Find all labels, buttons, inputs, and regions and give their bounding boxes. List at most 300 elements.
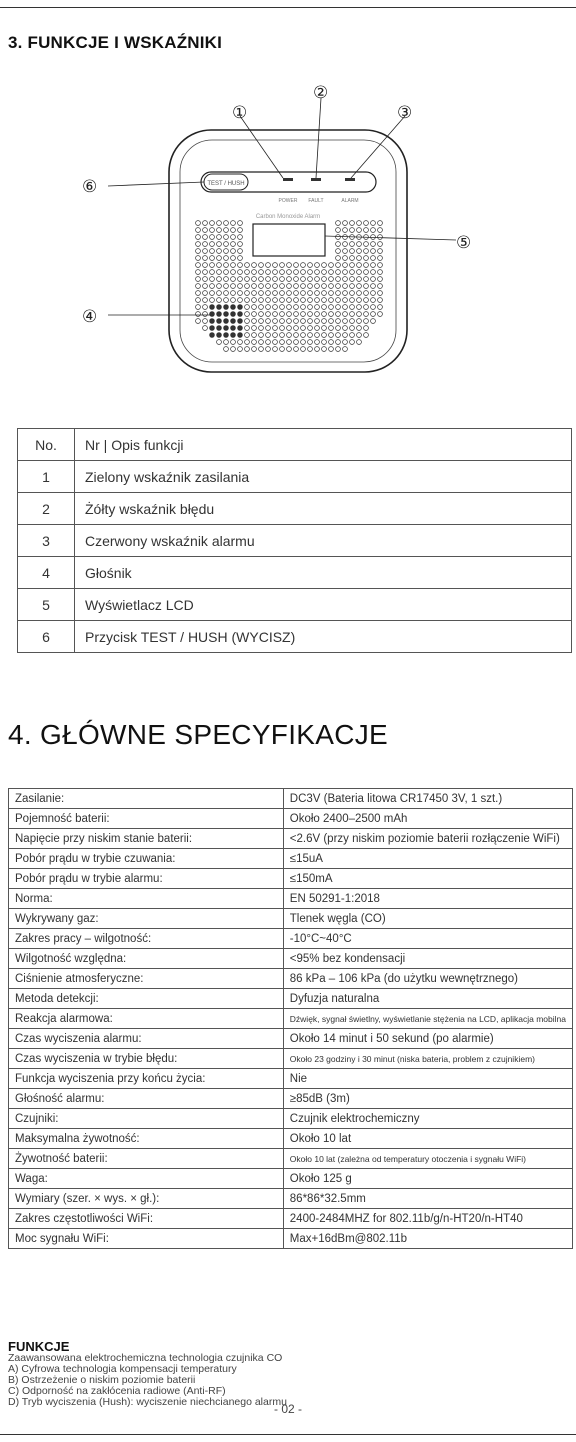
speaker-hole — [301, 326, 306, 331]
speaker-hole — [378, 228, 383, 233]
speaker-hole — [210, 319, 215, 324]
table-cell: <2.6V (przy niskim poziomie baterii rozłączenie WiFi) — [283, 829, 572, 849]
table-cell: Czujniki: — [9, 1109, 284, 1129]
speaker-hole — [294, 291, 299, 296]
speaker-hole — [357, 340, 362, 345]
speaker-hole — [217, 270, 222, 275]
speaker-hole — [357, 228, 362, 233]
table-cell: Około 10 lat — [283, 1129, 572, 1149]
speaker-hole — [280, 291, 285, 296]
speaker-hole — [378, 312, 383, 317]
table-cell: ≤15uA — [283, 849, 572, 869]
speaker-hole — [231, 256, 236, 261]
table-cell: Waga: — [9, 1169, 284, 1189]
spec-row — [9, 1169, 573, 1189]
speaker-hole — [308, 340, 313, 345]
speaker-hole — [378, 256, 383, 261]
speaker-hole — [371, 312, 376, 317]
speaker-hole — [315, 312, 320, 317]
speaker-hole — [329, 298, 334, 303]
table-cell: Max+16dBm@802.11b — [283, 1229, 572, 1249]
speaker-hole — [210, 305, 215, 310]
speaker-hole — [224, 242, 229, 247]
speaker-hole — [343, 270, 348, 275]
speaker-hole — [287, 340, 292, 345]
speaker-hole — [203, 326, 208, 331]
speaker-hole — [224, 228, 229, 233]
speaker-hole — [322, 270, 327, 275]
speaker-hole — [322, 319, 327, 324]
table-cell: Około 14 minut i 50 sekund (po alarmie) — [283, 1029, 572, 1049]
speaker-hole — [371, 221, 376, 226]
fault-led — [311, 178, 321, 181]
speaker-hole — [196, 291, 201, 296]
speaker-hole — [364, 305, 369, 310]
speaker-hole — [343, 319, 348, 324]
speaker-hole — [217, 305, 222, 310]
table-cell: Tlenek węgla (CO) — [283, 909, 572, 929]
speaker-hole — [273, 291, 278, 296]
table-cell: Zasilanie: — [9, 789, 284, 809]
table-cell: Wykrywany gaz: — [9, 909, 284, 929]
functions-list-title: FUNKCJE — [8, 1339, 70, 1354]
speaker-hole — [343, 340, 348, 345]
speaker-hole — [294, 326, 299, 331]
speaker-hole — [238, 277, 243, 282]
speaker-hole — [287, 298, 292, 303]
speaker-hole — [287, 347, 292, 352]
speaker-hole — [238, 333, 243, 338]
speaker-hole — [350, 228, 355, 233]
speaker-hole — [217, 284, 222, 289]
speaker-hole — [224, 319, 229, 324]
speaker-hole — [252, 270, 257, 275]
speaker-hole — [343, 228, 348, 233]
speaker-hole — [273, 340, 278, 345]
speaker-hole — [301, 270, 306, 275]
callout-4: ④ — [82, 307, 98, 327]
speaker-hole — [308, 263, 313, 268]
speaker-hole — [336, 242, 341, 247]
table-cell: -10°C~40°C — [283, 929, 572, 949]
speaker-hole — [343, 291, 348, 296]
led-power-label: POWER — [278, 198, 298, 204]
table-cell: Funkcja wyciszenia przy końcu życia: — [9, 1069, 284, 1089]
speaker-hole — [378, 291, 383, 296]
speaker-hole — [273, 333, 278, 338]
table-cell: Zakres pracy – wilgotność: — [9, 929, 284, 949]
speaker-hole — [357, 249, 362, 254]
speaker-hole — [378, 284, 383, 289]
speaker-hole — [294, 333, 299, 338]
speaker-hole — [315, 270, 320, 275]
speaker-hole — [336, 270, 341, 275]
speaker-hole — [231, 291, 236, 296]
speaker-hole — [378, 263, 383, 268]
table-cell: Czerwony wskaźnik alarmu — [75, 525, 572, 557]
speaker-hole — [287, 263, 292, 268]
speaker-hole — [350, 305, 355, 310]
speaker-hole — [336, 340, 341, 345]
speaker-hole — [287, 284, 292, 289]
speaker-hole — [217, 340, 222, 345]
spec-row — [9, 969, 573, 989]
speaker-hole — [210, 249, 215, 254]
speaker-hole — [231, 221, 236, 226]
speaker-hole — [287, 277, 292, 282]
speaker-hole — [203, 242, 208, 247]
speaker-hole — [315, 284, 320, 289]
spec-row — [9, 849, 573, 869]
speaker-hole — [210, 221, 215, 226]
speaker-hole — [329, 305, 334, 310]
speaker-hole — [350, 319, 355, 324]
speaker-hole — [231, 228, 236, 233]
speaker-hole — [280, 284, 285, 289]
speaker-hole — [294, 263, 299, 268]
speaker-hole — [364, 249, 369, 254]
callout-5: ⑤ — [456, 233, 472, 253]
speaker-hole — [315, 340, 320, 345]
speaker-hole — [203, 305, 208, 310]
speaker-hole — [364, 291, 369, 296]
speaker-hole — [245, 319, 250, 324]
speaker-hole — [217, 221, 222, 226]
speaker-hole — [217, 277, 222, 282]
speaker-hole — [238, 284, 243, 289]
table-cell: 5 — [18, 589, 75, 621]
speaker-hole — [238, 221, 243, 226]
speaker-hole — [231, 298, 236, 303]
speaker-hole — [308, 326, 313, 331]
table-cell: Dźwięk, sygnał świetlny, wyświetlanie stężenia na LCD, aplikacja mobilna — [283, 1009, 572, 1029]
speaker-hole — [245, 270, 250, 275]
table-row — [18, 525, 572, 557]
table-cell: Reakcja alarmowa: — [9, 1009, 284, 1029]
speaker-hole — [364, 284, 369, 289]
speaker-hole — [238, 235, 243, 240]
callout-1: ① — [232, 103, 248, 123]
speaker-hole — [224, 291, 229, 296]
speaker-hole — [315, 333, 320, 338]
speaker-hole — [315, 305, 320, 310]
speaker-hole — [336, 228, 341, 233]
speaker-hole — [350, 333, 355, 338]
table-row — [18, 493, 572, 525]
speaker-hole — [357, 270, 362, 275]
speaker-hole — [364, 228, 369, 233]
speaker-hole — [357, 291, 362, 296]
speaker-hole — [350, 221, 355, 226]
speaker-hole — [203, 270, 208, 275]
speaker-hole — [238, 298, 243, 303]
table-cell: ≥85dB (3m) — [283, 1089, 572, 1109]
speaker-hole — [273, 277, 278, 282]
speaker-hole — [329, 270, 334, 275]
speaker-hole — [224, 284, 229, 289]
speaker-hole — [336, 319, 341, 324]
speaker-hole — [378, 277, 383, 282]
speaker-hole — [196, 249, 201, 254]
speaker-hole — [245, 340, 250, 345]
table-cell: Napięcie przy niskim stanie baterii: — [9, 829, 284, 849]
speaker-hole — [371, 291, 376, 296]
speaker-hole — [364, 326, 369, 331]
speaker-hole — [259, 270, 264, 275]
speaker-hole — [350, 249, 355, 254]
speaker-hole — [371, 270, 376, 275]
table-cell: <95% bez kondensacji — [283, 949, 572, 969]
speaker-hole — [301, 277, 306, 282]
speaker-hole — [280, 326, 285, 331]
speaker-hole — [322, 263, 327, 268]
speaker-hole — [336, 326, 341, 331]
speaker-hole — [252, 326, 257, 331]
speaker-hole — [322, 291, 327, 296]
speaker-hole — [322, 312, 327, 317]
speaker-hole — [343, 326, 348, 331]
speaker-hole — [364, 242, 369, 247]
functions-line: Zaawansowana elektrochemiczna technologia czujnika CO — [8, 1352, 283, 1364]
speaker-hole — [217, 242, 222, 247]
speaker-hole — [357, 256, 362, 261]
speaker-hole — [203, 298, 208, 303]
speaker-hole — [280, 298, 285, 303]
speaker-hole — [329, 284, 334, 289]
speaker-hole — [336, 256, 341, 261]
speaker-hole — [245, 291, 250, 296]
speaker-hole — [259, 291, 264, 296]
speaker-hole — [301, 291, 306, 296]
speaker-hole — [343, 284, 348, 289]
table-cell: Około 10 lat (zależna od temperatury otoczenia i sygnału WiFi) — [283, 1149, 572, 1169]
speaker-hole — [231, 312, 236, 317]
speaker-hole — [371, 249, 376, 254]
speaker-hole — [217, 249, 222, 254]
speaker-hole — [273, 298, 278, 303]
speaker-hole — [252, 347, 257, 352]
spec-row — [9, 1029, 573, 1049]
speaker-hole — [357, 305, 362, 310]
speaker-hole — [364, 298, 369, 303]
speaker-hole — [273, 312, 278, 317]
table-cell: Moc sygnału WiFi: — [9, 1229, 284, 1249]
spec-row — [9, 909, 573, 929]
spec-row — [9, 1229, 573, 1249]
speaker-hole — [238, 228, 243, 233]
speaker-hole — [280, 340, 285, 345]
table-row — [18, 621, 572, 653]
speaker-hole — [371, 298, 376, 303]
table-cell: Około 2400–2500 mAh — [283, 809, 572, 829]
speaker-hole — [378, 305, 383, 310]
spec-row — [9, 949, 573, 969]
speaker-hole — [371, 228, 376, 233]
speaker-hole — [371, 305, 376, 310]
speaker-hole — [203, 249, 208, 254]
speaker-hole — [266, 277, 271, 282]
speaker-hole — [217, 298, 222, 303]
speaker-hole — [196, 270, 201, 275]
speaker-hole — [350, 242, 355, 247]
speaker-hole — [231, 333, 236, 338]
speaker-hole — [252, 312, 257, 317]
speaker-hole — [336, 291, 341, 296]
table-cell: Dyfuzja naturalna — [283, 989, 572, 1009]
speaker-hole — [378, 221, 383, 226]
speaker-hole — [196, 228, 201, 233]
speaker-hole — [350, 340, 355, 345]
speaker-hole — [301, 319, 306, 324]
speaker-hole — [203, 263, 208, 268]
spec-row — [9, 1149, 573, 1169]
speaker-hole — [308, 291, 313, 296]
speaker-hole — [224, 312, 229, 317]
speaker-hole — [336, 235, 341, 240]
speaker-hole — [266, 270, 271, 275]
speaker-hole — [329, 340, 334, 345]
speaker-hole — [203, 284, 208, 289]
speaker-hole — [196, 256, 201, 261]
speaker-hole — [196, 284, 201, 289]
speaker-hole — [238, 242, 243, 247]
speaker-hole — [308, 333, 313, 338]
speaker-hole — [287, 270, 292, 275]
speaker-hole — [301, 333, 306, 338]
table-cell: Głośnik — [75, 557, 572, 589]
speaker-hole — [210, 291, 215, 296]
speaker-hole — [196, 312, 201, 317]
spec-row — [9, 1189, 573, 1209]
speaker-hole — [294, 340, 299, 345]
speaker-hole — [217, 235, 222, 240]
speaker-hole — [203, 256, 208, 261]
speaker-hole — [357, 319, 362, 324]
speaker-hole — [259, 347, 264, 352]
speaker-hole — [280, 270, 285, 275]
functions-list — [8, 1340, 287, 1408]
table-cell: Pojemność baterii: — [9, 809, 284, 829]
speaker-hole — [273, 263, 278, 268]
speaker-hole — [336, 263, 341, 268]
speaker-hole — [322, 305, 327, 310]
speaker-hole — [196, 242, 201, 247]
speaker-hole — [315, 298, 320, 303]
speaker-hole — [280, 312, 285, 317]
speaker-hole — [273, 347, 278, 352]
speaker-hole — [224, 333, 229, 338]
speaker-hole — [364, 277, 369, 282]
speaker-hole — [231, 242, 236, 247]
speaker-hole — [343, 221, 348, 226]
speaker-hole — [343, 277, 348, 282]
speaker-hole — [231, 326, 236, 331]
button-text: TEST / HUSH — [207, 181, 245, 187]
table-cell: Pobór prądu w trybie alarmu: — [9, 869, 284, 889]
speaker-hole — [364, 312, 369, 317]
speaker-hole — [266, 284, 271, 289]
speaker-hole — [231, 347, 236, 352]
table-cell: 4 — [18, 557, 75, 589]
speaker-hole — [287, 305, 292, 310]
table-cell: Wymiary (szer. × wys. × gł.): — [9, 1189, 284, 1209]
speaker-hole — [238, 319, 243, 324]
speaker-hole — [350, 256, 355, 261]
speaker-hole — [252, 340, 257, 345]
speaker-hole — [266, 333, 271, 338]
speaker-hole — [196, 263, 201, 268]
speaker-hole — [357, 333, 362, 338]
speaker-hole — [378, 235, 383, 240]
speaker-hole — [301, 263, 306, 268]
speaker-hole — [364, 333, 369, 338]
speaker-hole — [203, 277, 208, 282]
spec-row — [9, 789, 573, 809]
speaker-hole — [245, 312, 250, 317]
speaker-hole — [273, 284, 278, 289]
speaker-hole — [238, 305, 243, 310]
speaker-hole — [224, 298, 229, 303]
speaker-hole — [217, 291, 222, 296]
speaker-hole — [252, 284, 257, 289]
speaker-hole — [196, 298, 201, 303]
table-cell: 2400-2484MHZ for 802.11b/g/n-HT20/n-HT40 — [283, 1209, 572, 1229]
speaker-hole — [329, 291, 334, 296]
speaker-hole — [210, 326, 215, 331]
speaker-hole — [350, 291, 355, 296]
power-led — [283, 178, 293, 181]
speaker-hole — [224, 221, 229, 226]
speaker-hole — [252, 319, 257, 324]
speaker-hole — [336, 333, 341, 338]
speaker-hole — [203, 221, 208, 226]
header-no: No. — [18, 429, 75, 461]
speaker-hole — [231, 305, 236, 310]
table-cell: Czas wyciszenia w trybie błędu: — [9, 1049, 284, 1069]
speaker-hole — [210, 242, 215, 247]
speaker-hole — [301, 347, 306, 352]
speaker-hole — [315, 277, 320, 282]
speaker-hole — [336, 312, 341, 317]
speaker-hole — [329, 312, 334, 317]
led-fault-label: FAULT — [308, 198, 324, 204]
callout-2: ② — [313, 83, 329, 103]
spec-row — [9, 869, 573, 889]
table-cell: Zielony wskaźnik zasilania — [75, 461, 572, 493]
speaker-hole — [203, 235, 208, 240]
speaker-hole — [266, 305, 271, 310]
speaker-hole — [266, 326, 271, 331]
speaker-hole — [378, 270, 383, 275]
speaker-hole — [231, 235, 236, 240]
speaker-hole — [343, 333, 348, 338]
functions-line: D) Tryb wyciszenia (Hush): wyciszenie niechcianego alarmu — [8, 1396, 287, 1408]
speaker-hole — [371, 242, 376, 247]
speaker-hole — [357, 277, 362, 282]
speaker-hole — [343, 298, 348, 303]
top-rule — [0, 7, 576, 8]
table-cell: 6 — [18, 621, 75, 653]
speaker-hole — [238, 270, 243, 275]
speaker-hole — [238, 263, 243, 268]
speaker-hole — [217, 263, 222, 268]
speaker-hole — [245, 347, 250, 352]
bottom-rule — [0, 1434, 576, 1435]
table-cell: ≤150mA — [283, 869, 572, 889]
speaker-hole — [322, 347, 327, 352]
speaker-hole — [336, 284, 341, 289]
speaker-hole — [315, 347, 320, 352]
